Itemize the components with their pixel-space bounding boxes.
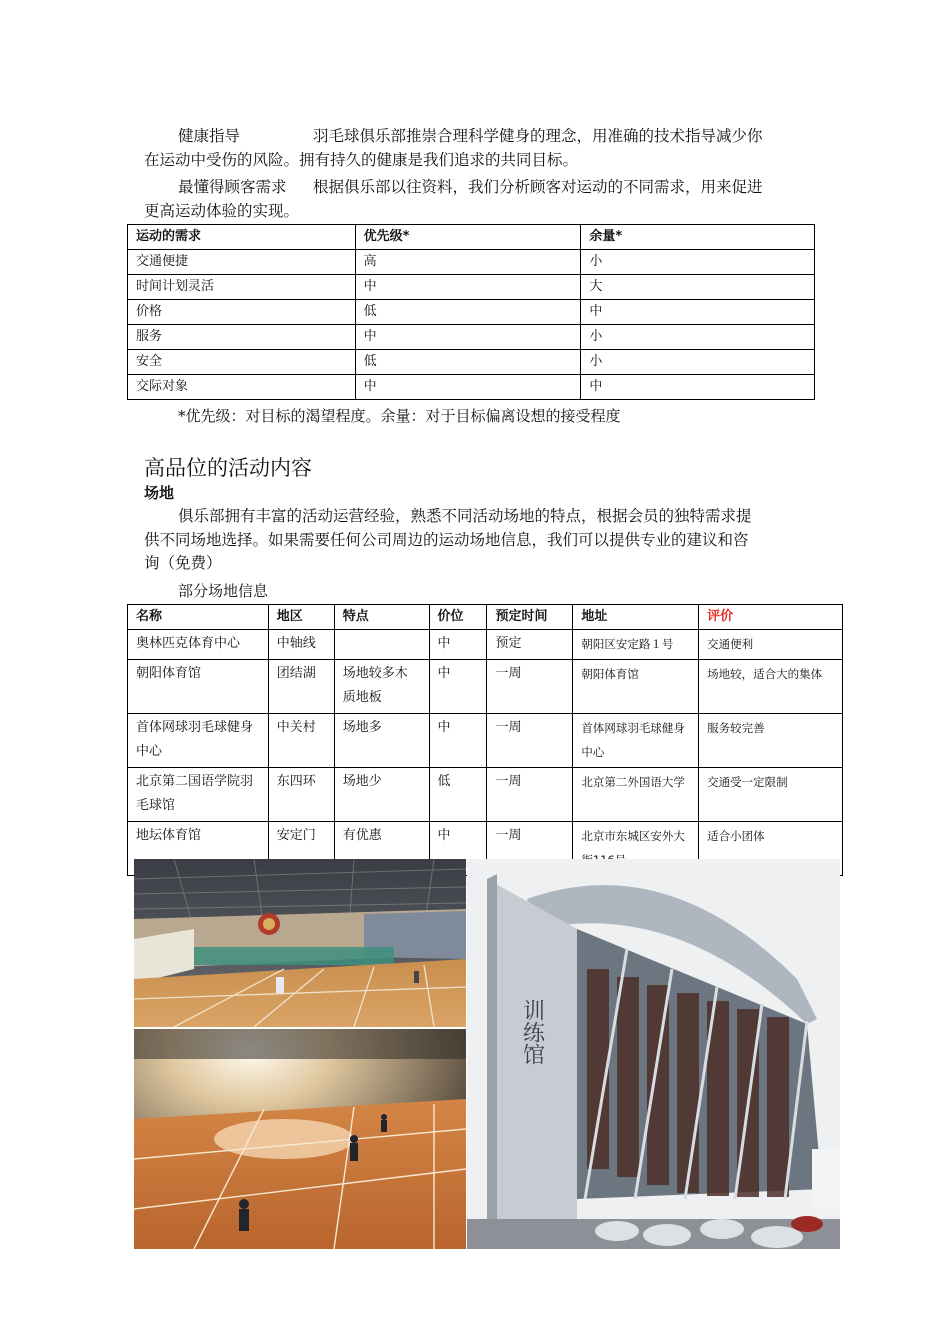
section-paragraph [144, 505, 804, 576]
table-cell: 交际对象 [128, 375, 356, 400]
table-cell: 适合小团体 [699, 821, 843, 875]
venue-header-name: 名称 [128, 605, 269, 630]
table-row [128, 767, 843, 821]
table-row [128, 375, 815, 400]
table-cell: 团结湖 [268, 659, 334, 713]
venue-header-review: 评价 [699, 605, 843, 630]
table-cell: 奥林匹克体育中心 [128, 630, 269, 660]
table-cell: 价格 [128, 300, 356, 325]
table-cell: 场地少 [334, 767, 429, 821]
needs-table-header [128, 225, 815, 250]
venue-table [127, 604, 843, 876]
table-cell: 中关村 [268, 713, 334, 767]
venues-caption: 部分场地信息 [178, 582, 269, 600]
table-cell: 小 [581, 250, 815, 275]
table-cell: 中轴线 [268, 630, 334, 660]
building-exterior-image [467, 859, 840, 1249]
venue-header-price: 价位 [429, 605, 487, 630]
venue-header-area: 地区 [268, 605, 334, 630]
table-cell: 交通受一定限制 [699, 767, 843, 821]
intro-needs-label: 最懂得顾客需求 [178, 178, 287, 196]
table-row [128, 630, 843, 660]
table-cell: 场地较多木质地板 [334, 659, 429, 713]
badminton-hall-image [134, 1029, 466, 1249]
table-cell: 中 [429, 630, 487, 660]
table-cell: 朝阳区安定路１号 [573, 630, 699, 660]
intro-needs-text1: 根据俱乐部以往资料，我们分析顾客对运动的不同需求，用来促进 [313, 178, 763, 196]
table-row [128, 300, 815, 325]
intro-health-text2: 在运动中受伤的风险。拥有持久的健康是我们追求的共同目标。 [144, 150, 579, 169]
table-row [128, 325, 815, 350]
venue-table-header [128, 605, 843, 630]
venue-header-booking: 预定时间 [487, 605, 573, 630]
table-cell: 有优惠 [334, 821, 429, 875]
table-cell: 中 [355, 325, 581, 350]
intro-health-text1: 羽毛球俱乐部推崇合理科学健身的理念，用准确的技术指导减少你 [313, 127, 763, 145]
table-cell: 中 [429, 713, 487, 767]
section-para-line1: 俱乐部拥有丰富的活动运营经验，熟悉不同活动场地的特点，根据会员的独特需求提 [178, 507, 752, 525]
intro-needs-text2: 更高运动体验的实现。 [144, 201, 300, 220]
table-cell: 小 [581, 350, 815, 375]
table-cell: 中 [581, 375, 815, 400]
table-cell: 低 [429, 767, 487, 821]
building-sign: 训练馆 [519, 999, 545, 1065]
table-cell: 东四环 [268, 767, 334, 821]
table-cell: 预定 [487, 630, 573, 660]
table-cell: 一周 [487, 659, 573, 713]
table-cell: 安定门 [268, 821, 334, 875]
table-cell: 一周 [487, 821, 573, 875]
table-cell: 首体网球羽毛球健身中心 [128, 713, 269, 767]
table-cell: 交通便捷 [128, 250, 356, 275]
needs-footnote: *优先级：对目标的渴望程度。余量：对于目标偏离设想的接受程度 [178, 407, 621, 425]
venue-header-feature: 特点 [334, 605, 429, 630]
table-cell: 中 [355, 375, 581, 400]
table-cell: 地坛体育馆 [128, 821, 269, 875]
table-cell: 中 [429, 659, 487, 713]
needs-header-priority: 优先级* [355, 225, 581, 250]
table-cell: 服务 [128, 325, 356, 350]
table-cell: 首体网球羽毛球健身中心 [573, 713, 699, 767]
photo-indoor-arena [134, 859, 466, 1027]
section-subtitle: 场地 [144, 484, 175, 502]
table-cell: 服务较完善 [699, 713, 843, 767]
section-title: 高品位的活动内容 [144, 456, 312, 480]
needs-header-margin: 余量* [581, 225, 815, 250]
table-cell: 一周 [487, 713, 573, 767]
table-cell: 中 [429, 821, 487, 875]
table-cell: 朝阳体育馆 [128, 659, 269, 713]
table-row [128, 275, 815, 300]
table-row [128, 250, 815, 275]
table-cell: 一周 [487, 767, 573, 821]
table-row [128, 659, 843, 713]
table-row [128, 713, 843, 767]
section-para-line2: 供不同场地选择。如果需要任何公司周边的运动场地信息，我们可以提供专业的建议和咨 [144, 530, 749, 549]
table-cell: 朝阳体育馆 [573, 659, 699, 713]
photo-badminton-hall [134, 1029, 466, 1249]
table-cell [334, 630, 429, 660]
table-cell: 大 [581, 275, 815, 300]
needs-header-need: 运动的需求 [128, 225, 356, 250]
table-cell: 交通便利 [699, 630, 843, 660]
table-cell: 场地较，适合大的集体 [699, 659, 843, 713]
section-para-line3: 询（免费） [144, 554, 222, 572]
table-cell: 中 [355, 275, 581, 300]
table-cell: 安全 [128, 350, 356, 375]
table-cell: 低 [355, 300, 581, 325]
needs-table [127, 224, 815, 400]
table-cell: 中 [581, 300, 815, 325]
table-cell: 低 [355, 350, 581, 375]
table-cell: 北京第二国语学院羽毛球馆 [128, 767, 269, 821]
table-cell: 北京市东城区安外大 [573, 821, 699, 875]
table-cell: 时间计划灵活 [128, 275, 356, 300]
intro-health-label: 健康指导 [178, 127, 241, 145]
table-cell: 高 [355, 250, 581, 275]
table-cell: 场地多 [334, 713, 429, 767]
indoor-arena-image [134, 859, 466, 1027]
venue-header-address: 地址 [573, 605, 699, 630]
table-cell: 北京第二外国语大学 [573, 767, 699, 821]
intro-health [144, 125, 804, 172]
intro-needs [144, 176, 804, 223]
table-row [128, 350, 815, 375]
photo-building-exterior [467, 859, 840, 1249]
table-cell: 小 [581, 325, 815, 350]
